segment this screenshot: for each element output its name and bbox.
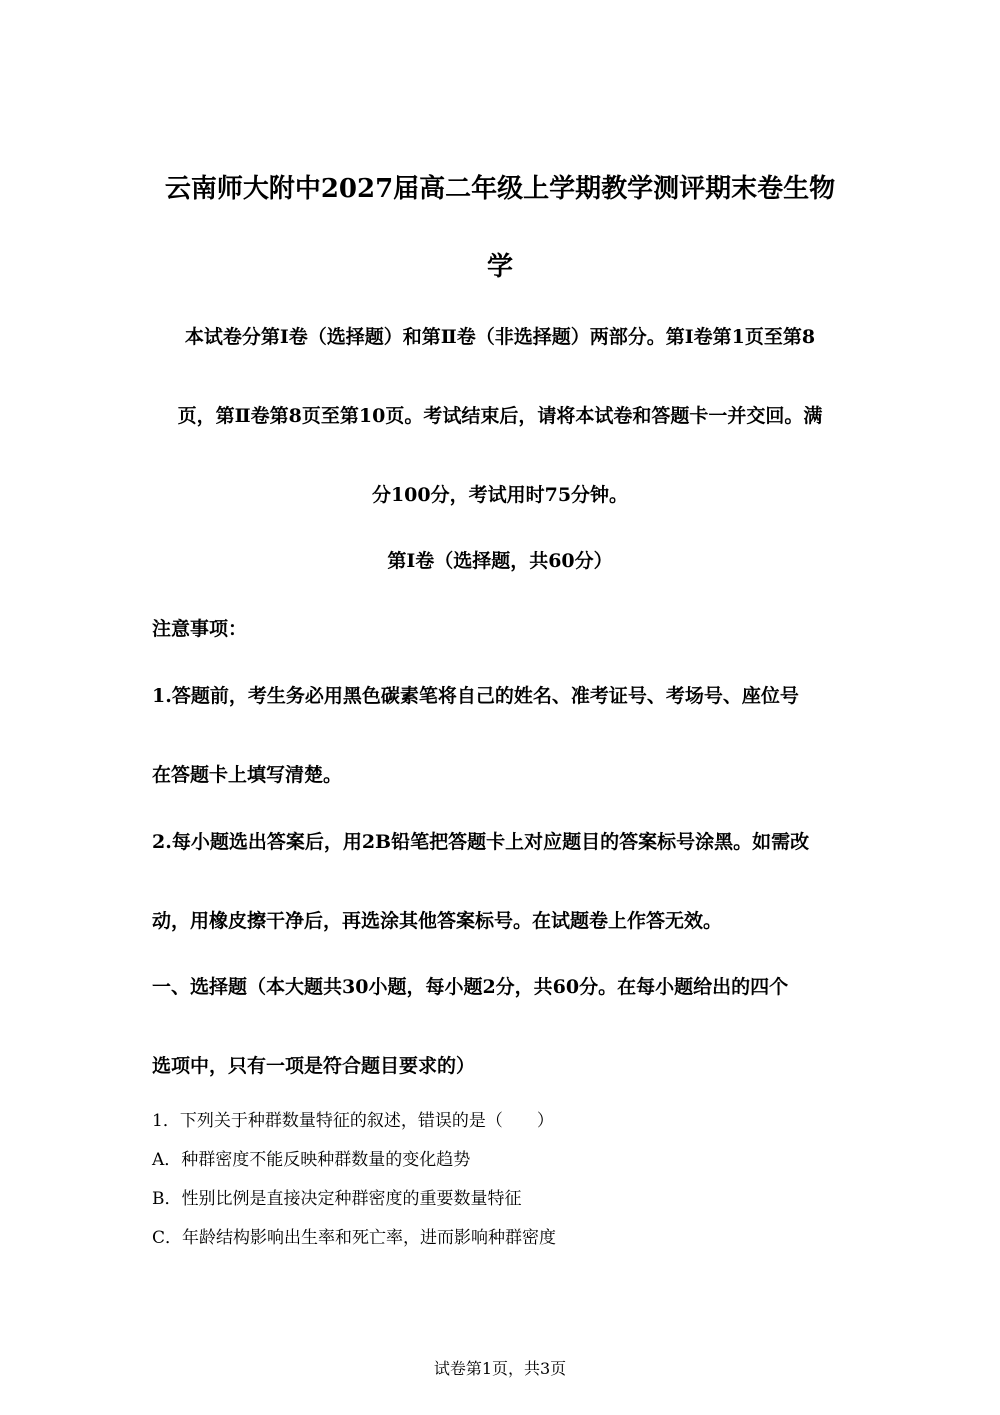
page-footer: 试卷第1页，共3页 bbox=[433, 1359, 567, 1378]
intro-line-1: 本试卷分第Ⅰ卷（选择题）和第Ⅱ卷（非选择题）两部分。第Ⅰ卷第1页至第8 bbox=[184, 326, 816, 348]
notice-item-1-line-2: 在答题卡上填写清楚。 bbox=[152, 764, 343, 786]
notice-heading: 注意事项： bbox=[152, 618, 248, 640]
notice-item-1-line-1: 1.答题前，考生务必用黑色碳素笔将自己的姓名、准考证号、考场号、座位号 bbox=[152, 685, 799, 707]
question-1-option-a: A．种群密度不能反映种群数量的变化趋势 bbox=[152, 1150, 471, 1170]
intro-line-2: 页，第Ⅱ卷第8页至第10页。考试结束后，请将本试卷和答题卡一并交回。满 bbox=[177, 405, 823, 427]
question-1-option-b: B．性别比例是直接决定种群密度的重要数量特征 bbox=[152, 1189, 522, 1209]
part-one-heading-line-1: 一、选择题（本大题共30小题，每小题2分，共60分。在每小题给出的四个 bbox=[152, 976, 789, 998]
part-one-heading-line-2: 选项中，只有一项是符合题目要求的） bbox=[152, 1055, 476, 1077]
question-1-option-c: C．年龄结构影响出生率和死亡率，进而影响种群密度 bbox=[152, 1228, 557, 1248]
document-title-line-2: 学 bbox=[486, 252, 513, 282]
document-title-line-1: 云南师大附中2027届高二年级上学期教学测评期末卷生物 bbox=[164, 174, 836, 204]
intro-line-3: 分100分，考试用时75分钟。 bbox=[371, 484, 629, 506]
section-title: 第Ⅰ卷（选择题，共60分） bbox=[387, 550, 613, 572]
question-1-stem: 1．下列关于种群数量特征的叙述，错误的是（ ） bbox=[152, 1111, 554, 1131]
notice-item-2-line-1: 2.每小题选出答案后，用2B铅笔把答题卡上对应题目的答案标号涂黑。如需改 bbox=[152, 831, 810, 853]
notice-item-2-line-2: 动，用橡皮擦干净后，再选涂其他答案标号。在试题卷上作答无效。 bbox=[152, 910, 723, 932]
